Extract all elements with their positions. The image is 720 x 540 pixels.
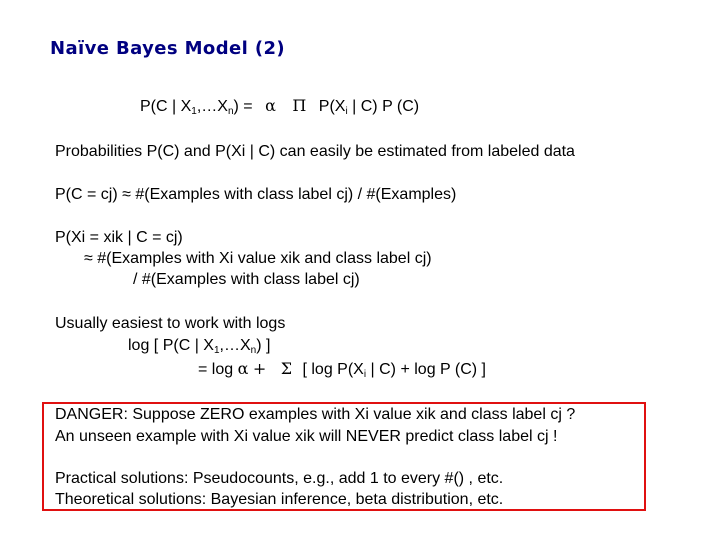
formula-term-rest: | C) P (C) xyxy=(347,98,420,115)
formula-ellipsis: ,…X xyxy=(196,98,228,115)
danger-line2: An unseen example with Xi value xik will NEVER predict class label cj ! xyxy=(55,428,558,445)
alpha-symbol: α xyxy=(237,359,249,378)
estimation-statement: Probabilities P(C) and P(Xi | C) can easily be estimated from labeled data xyxy=(55,143,575,160)
log-formula-lhs xyxy=(128,336,270,356)
log-lhs-ellipsis: ,…X xyxy=(219,337,251,354)
formula-rhs-close: ) = xyxy=(233,98,253,115)
likelihood-estimate-line3: / #(Examples with class label cj) xyxy=(133,271,360,288)
subscript-n: n xyxy=(227,106,234,117)
subscript-i: i xyxy=(363,369,367,380)
subscript-1: 1 xyxy=(213,345,220,356)
formula-lhs-open: P(C | X xyxy=(140,98,192,115)
subscript-1: 1 xyxy=(191,106,197,117)
log-rhs-eq: = log xyxy=(198,361,234,378)
log-formula-rhs xyxy=(198,359,486,380)
log-lhs-open: log [ P(C | X xyxy=(128,337,214,354)
alpha-symbol: α xyxy=(265,96,276,115)
log-rhs-rest: | C) + log P (C) ] xyxy=(366,361,486,378)
prior-estimate: P(C = cj) ≈ #(Examples with class label cj) / #(Examples) xyxy=(55,186,457,203)
plus-symbol: + xyxy=(252,359,267,378)
subscript-i: i xyxy=(345,106,348,117)
logs-intro: Usually easiest to work with logs xyxy=(55,315,286,332)
log-lhs-close: ) ] xyxy=(256,337,271,354)
sigma-symbol: Σ xyxy=(280,359,293,378)
product-symbol: Π xyxy=(292,96,307,115)
naive-bayes-formula xyxy=(140,96,419,117)
danger-line1: DANGER: Suppose ZERO examples with Xi value xik and class label cj ? xyxy=(55,406,576,423)
formula-term-open: P(X xyxy=(318,98,346,115)
practical-solutions: Practical solutions: Pseudocounts, e.g., add 1 to every #() , etc. xyxy=(55,470,504,487)
likelihood-estimate-line2: ≈ #(Examples with Xi value xik and class label cj) xyxy=(84,250,432,267)
log-rhs-open: [ log P(X xyxy=(302,361,364,378)
slide-title: Naïve Bayes Model (2) xyxy=(50,38,286,59)
theoretical-solutions: Theoretical solutions: Bayesian inference, beta distribution, etc. xyxy=(55,491,504,508)
subscript-n: n xyxy=(250,345,257,356)
likelihood-estimate-line1: P(Xi = xik | C = cj) xyxy=(55,229,183,246)
